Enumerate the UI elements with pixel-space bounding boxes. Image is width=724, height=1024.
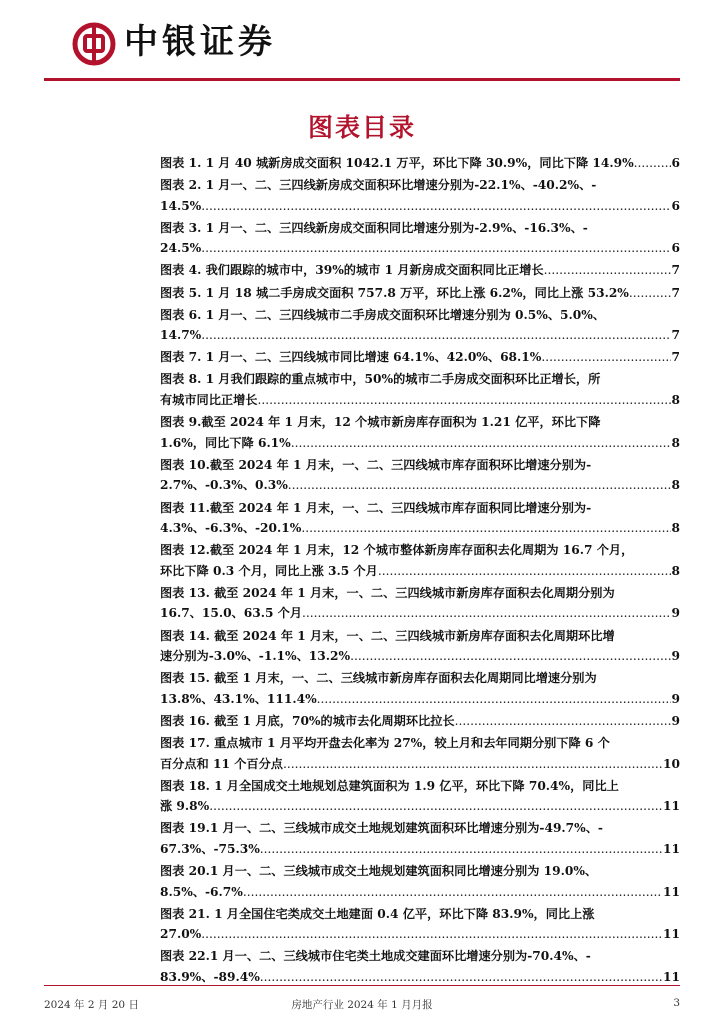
toc-page-number: 7 bbox=[671, 263, 680, 278]
toc-page-number: 8 bbox=[671, 478, 680, 493]
toc-entry-title: 图表 7. 1 月一、二、三四线城市同比增速 64.1%、42.0%、68.1% bbox=[160, 350, 542, 365]
toc-entry-title: 图表 20.1 月一、二、三线城市成交土地规划建筑面积同比增速分别为 19.0%、 bbox=[160, 864, 598, 879]
toc-entry[interactable] bbox=[160, 733, 680, 774]
toc-entry-title: 图表 14. 截至 2024 年 1 月末，一、二、三四线城市新房库存面积去化周期环比增 bbox=[160, 628, 615, 643]
toc-entry[interactable] bbox=[160, 347, 680, 368]
toc-entry-title-continued: 2.7%、-0.3%、0.3% bbox=[160, 478, 288, 493]
toc-page-number: 8 bbox=[671, 435, 680, 450]
dot-leader bbox=[258, 390, 671, 411]
toc-entry-title: 图表 4. 我们跟踪的城市中，39%的城市 1 月新房成交面积同比正增长 bbox=[160, 263, 544, 278]
toc-page-number: 11 bbox=[663, 842, 680, 856]
toc-entry-title: 图表 12.截至 2024 年 1 月末，12 个城市整体新房库存面积去化周期为 16.7 个月， bbox=[160, 543, 634, 558]
toc-page-number: 7 bbox=[671, 328, 680, 343]
toc-page-number: 6 bbox=[671, 198, 680, 213]
toc-entry-title: 图表 22.1 月一、二、三线城市住宅类土地成交建面环比增速分别为-70.4%、- bbox=[160, 949, 591, 964]
footer-report-name: 房地产行业 2024 年 1 月月报 bbox=[291, 999, 433, 1011]
toc-entry[interactable] bbox=[160, 305, 680, 346]
toc-entry-title-continued: 14.7% bbox=[160, 328, 202, 343]
dot-leader bbox=[201, 196, 670, 217]
toc-page-number: 7 bbox=[671, 285, 680, 300]
toc-page-number: 8 bbox=[671, 393, 680, 408]
toc-entry-title-continued: 4.3%、-6.3%、-20.1% bbox=[160, 521, 302, 536]
dot-leader bbox=[455, 711, 671, 732]
toc-entry-title: 图表 8. 1 月我们跟踪的重点城市中，50%的城市二手房成交面积环比正增长，所 bbox=[160, 372, 601, 387]
toc-page-number: 8 bbox=[671, 563, 680, 578]
toc-entry-title: 图表 9.截至 2024 年 1 月末，12 个城市新房库存面积为 1.21 亿平，环比下降 bbox=[160, 415, 601, 430]
dot-leader bbox=[350, 646, 670, 667]
bank-of-china-logo-icon bbox=[72, 22, 116, 66]
toc-entry[interactable] bbox=[160, 904, 680, 945]
toc-entry-title-continued: 14.5% bbox=[160, 198, 202, 213]
toc-entry[interactable] bbox=[160, 818, 680, 859]
toc-entry[interactable] bbox=[160, 668, 680, 709]
dot-leader bbox=[243, 882, 662, 903]
dot-leader bbox=[283, 754, 662, 775]
toc-entry[interactable] bbox=[160, 412, 680, 453]
toc-entry-title-continued: 8.5%、-6.7% bbox=[160, 884, 243, 899]
dot-leader bbox=[317, 689, 671, 710]
toc-page-number: 9 bbox=[671, 691, 680, 706]
toc-entry-title-continued: 环比下降 0.3 个月，同比上涨 3.5 个月 bbox=[160, 563, 378, 578]
toc-entry[interactable] bbox=[160, 946, 680, 987]
toc-entry[interactable] bbox=[160, 369, 680, 410]
toc-entry-title-continued: 24.5% bbox=[160, 241, 202, 256]
toc-entry[interactable] bbox=[160, 260, 680, 281]
footer-date: 2024 年 2 月 20 日 bbox=[44, 999, 139, 1011]
toc-entry-title: 图表 18. 1 月全国成交土地规划总建筑面积为 1.9 亿平，环比下降 70.4%，同比上 bbox=[160, 778, 619, 793]
toc-entry-title: 图表 21. 1 月全国住宅类成交土地建面 0.4 亿平，环比下降 83.9%，同比上涨 bbox=[160, 906, 595, 921]
toc-entry[interactable] bbox=[160, 283, 680, 304]
toc-entry-title-continued: 13.8%、43.1%、111.4% bbox=[160, 691, 317, 706]
toc-entry-title: 图表 19.1 月一、二、三线城市成交土地规划建筑面积环比增速分别为-49.7%、- bbox=[160, 821, 603, 836]
footer-page-number: 3 bbox=[673, 997, 680, 1009]
header-divider bbox=[44, 78, 680, 81]
toc-entry-title-continued: 百分点和 11 个百分点 bbox=[160, 756, 283, 771]
toc-page-number: 7 bbox=[671, 350, 680, 365]
dot-leader bbox=[201, 924, 662, 945]
toc-page-number: 11 bbox=[663, 799, 680, 814]
dot-leader bbox=[544, 260, 671, 281]
toc-entry[interactable] bbox=[160, 175, 680, 216]
toc-entry[interactable] bbox=[160, 498, 680, 539]
toc-page-number: 9 bbox=[671, 649, 680, 664]
toc-entry-title: 图表 15. 截至 1 月末，一、二、三线城市新房库存面积去化周期同比增速分别为 bbox=[160, 671, 597, 686]
toc-entry[interactable] bbox=[160, 455, 680, 496]
toc-entry-title: 图表 10.截至 2024 年 1 月末，一、二、三四线城市库存面积环比增速分别为- bbox=[160, 457, 592, 472]
toc-entry[interactable] bbox=[160, 776, 680, 817]
toc-entry-title-continued: 67.3%、-75.3% bbox=[160, 842, 260, 856]
dot-leader bbox=[378, 561, 671, 582]
toc-title: 图表目录 bbox=[307, 113, 416, 142]
dot-leader bbox=[634, 153, 671, 174]
toc-entry-title: 图表 2. 1 月一、二、三四线新房成交面积环比增速分别为-22.1%、-40.2%、- bbox=[160, 178, 597, 193]
toc-entry-title: 图表 17. 重点城市 1 月平均开盘去化率为 27%，较上月和去年同期分别下降 6 个 bbox=[160, 736, 610, 751]
brand-name: 中银证券 bbox=[124, 22, 276, 62]
toc-list bbox=[160, 153, 680, 989]
toc-entry-title-continued: 83.9%、-89.4% bbox=[160, 970, 260, 985]
toc-entry[interactable] bbox=[160, 711, 680, 732]
dot-leader bbox=[541, 347, 670, 368]
toc-entry-title: 图表 3. 1 月一、二、三四线新房成交面积同比增速分别为-2.9%、-16.3%、- bbox=[160, 220, 588, 235]
dot-leader bbox=[209, 796, 662, 817]
dot-leader bbox=[260, 839, 662, 860]
toc-entry-title: 图表 1. 1 月 40 城新房成交面积 1042.1 万平，环比下降 30.9%，同比下降 14.9% bbox=[160, 156, 634, 170]
dot-leader bbox=[629, 283, 671, 304]
toc-entry-title-continued: 涨 9.8% bbox=[160, 799, 210, 814]
dot-leader bbox=[302, 603, 670, 624]
toc-entry-title-continued: 27.0% bbox=[160, 927, 202, 942]
toc-entry-title: 图表 13. 截至 2024 年 1 月末，一、二、三四线城市新房库存面积去化周期分别为 bbox=[160, 585, 615, 600]
toc-entry-title: 图表 11.截至 2024 年 1 月末，一、二、三四线城市库存面积同比增速分别为- bbox=[160, 500, 592, 515]
toc-entry[interactable] bbox=[160, 583, 680, 624]
toc-page-number: 11 bbox=[663, 884, 680, 899]
toc-entry-title-continued: 16.7、15.0、63.5 个月 bbox=[160, 606, 303, 621]
toc-entry-title: 图表 16. 截至 1 月底，70%的城市去化周期环比拉长 bbox=[160, 713, 455, 728]
dot-leader bbox=[201, 238, 670, 259]
toc-entry[interactable] bbox=[160, 626, 680, 667]
toc-page-number: 10 bbox=[663, 756, 680, 771]
toc-entry[interactable] bbox=[160, 540, 680, 581]
toc-entry[interactable] bbox=[160, 218, 680, 259]
page-footer bbox=[44, 997, 680, 1017]
dot-leader bbox=[291, 433, 671, 454]
dot-leader bbox=[201, 325, 670, 346]
toc-page-number: 6 bbox=[671, 241, 680, 256]
toc-page-number: 11 bbox=[663, 927, 680, 942]
toc-entry-title-continued: 速分别为-3.0%、-1.1%、13.2% bbox=[160, 649, 351, 664]
toc-entry-title: 图表 6. 1 月一、二、三四线城市二手房成交面积环比增速分别为 0.5%、5.0%、 bbox=[160, 307, 605, 322]
dot-leader bbox=[288, 475, 671, 496]
toc-page-number: 9 bbox=[671, 713, 680, 728]
page-header bbox=[0, 0, 724, 95]
toc-entry-title: 图表 5. 1 月 18 城二手房成交面积 757.8 万平，环比上涨 6.2%，同比上涨 53.2% bbox=[160, 285, 629, 300]
footer-divider bbox=[44, 985, 680, 986]
dot-leader bbox=[301, 518, 670, 539]
toc-entry-title-continued: 有城市同比正增长 bbox=[160, 393, 258, 408]
toc-entry[interactable] bbox=[160, 861, 680, 902]
toc-page-number: 8 bbox=[671, 521, 680, 536]
toc-page-number: 6 bbox=[671, 156, 680, 170]
toc-page-number: 11 bbox=[663, 970, 680, 985]
toc-entry[interactable] bbox=[160, 153, 680, 174]
toc-entry-title-continued: 1.6%，同比下降 6.1% bbox=[160, 435, 291, 450]
toc-page-number: 9 bbox=[671, 606, 680, 621]
